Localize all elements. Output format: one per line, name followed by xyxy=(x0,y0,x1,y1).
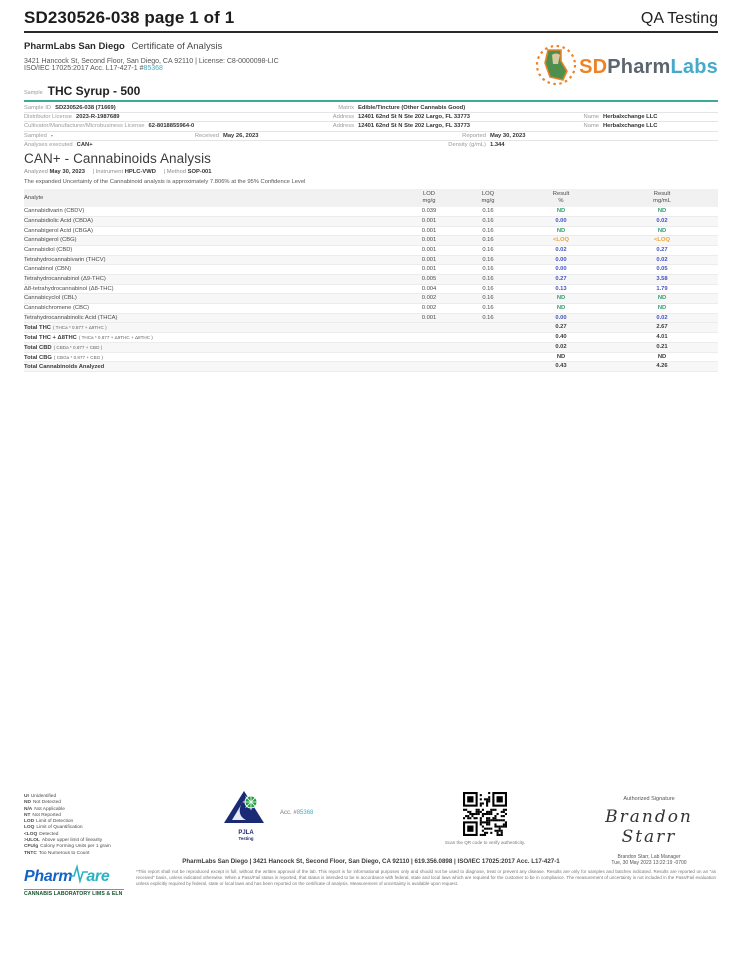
qa-testing-label: QA Testing xyxy=(640,10,718,27)
legend-abbr: LOQ xyxy=(24,825,35,831)
uncertainty-note: The expanded Uncertainty of the Cannabinoid analysis is approximately 7.806% at the 95% Confidence Level xyxy=(24,179,306,185)
total-mgml-value: 4.26 xyxy=(656,363,668,370)
legend-desc: Not Applicable xyxy=(34,806,65,812)
address2-label: Address xyxy=(332,123,354,130)
lod-empty-cell xyxy=(398,362,460,373)
result-pct-value: 0.00 xyxy=(555,217,567,224)
lab-name: PharmLabs San Diego xyxy=(24,41,125,52)
legend-desc: Detected xyxy=(39,831,59,837)
loq-value: 0.16 xyxy=(482,217,494,224)
legend-abbr: CFU/g xyxy=(24,844,39,850)
analyte-row xyxy=(24,285,718,295)
result-pct-value: ND xyxy=(556,227,566,234)
loq-value: 0.16 xyxy=(482,305,494,312)
total-name: Total CBD ( CBDa * 0.877 + CBD ) xyxy=(24,344,103,351)
method-label: | Method xyxy=(163,169,187,175)
total-formula: ( THCa * 0.877 + Δ9THC ) xyxy=(52,325,107,331)
cannabinoids-table xyxy=(24,189,718,372)
total-mgml-value: 0.21 xyxy=(656,343,668,350)
lab-address: 3421 Hancock St, Second Floor, San Diego, CA 92110 | License: C8-0000098-LIC xyxy=(24,58,279,65)
info-row-sample-id xyxy=(24,104,718,113)
loq-value: 0.16 xyxy=(482,276,494,282)
legend-desc: Colony Forming Units per 1 gram xyxy=(40,844,111,850)
analyte-name: Tetrahydrocannabivarin (THCV) xyxy=(24,256,106,263)
section-title: CAN+ - Cannabinoids Analysis xyxy=(24,151,212,166)
result-mgml-value: 0.02 xyxy=(656,314,668,321)
col-header-lod: LOD mg/g xyxy=(422,191,436,204)
address2-pair xyxy=(264,122,470,131)
result-pct-value: 0.00 xyxy=(555,314,567,321)
result-pct-value: ND xyxy=(556,295,566,302)
signer-name: Brandon Starr, Lab Manager xyxy=(617,854,681,860)
disclaimer-text: *This report shall not be reproduced except in full, without the written approval of the lab. This report is for informational purposes only and should not be used to diagnose, treat or prevent any disease. Results are only for samples and batches indicated. Results are reported on an "as received" basis, unless indicated otherwise. When a Pass/Fail status is reported, that status is intended to be in accordance with federal, state and local laws which are required for the customer to be in compliance. The measurement of uncertainty is not included in the Pass/Fail evaluation unless explicitly required by federal, state or local laws and has been reported on the certificate of analysis. Measurement of uncertainty is available upon request. xyxy=(136,869,716,886)
analyte-row xyxy=(24,207,718,217)
col-header-analyte: Analyte xyxy=(24,194,44,201)
address2-value: 12401 62nd St N Ste 202 Largo, FL 33773 xyxy=(358,123,471,130)
analyte-row xyxy=(24,227,718,237)
document-header xyxy=(24,8,718,28)
received-label: Received xyxy=(194,132,219,139)
accreditation-number-link[interactable]: 85368 xyxy=(143,65,163,72)
analyte-name: Cannabigerol Acid (CBGA) xyxy=(24,227,93,234)
legend-desc: Limit of Quantification xyxy=(36,825,83,831)
loq-empty-cell xyxy=(460,362,516,373)
info-row-cultivator xyxy=(24,122,718,131)
result-mgml-value: 3.58 xyxy=(656,276,668,282)
loq-value: 0.16 xyxy=(482,314,494,321)
loq-value: 0.16 xyxy=(482,208,494,215)
lod-value: 0.001 xyxy=(421,217,437,224)
signature-script: Brandon Starr xyxy=(605,807,693,847)
legend-abbr: <LOQ xyxy=(24,831,38,837)
table-body xyxy=(24,207,718,372)
name2-label: Name xyxy=(583,123,599,130)
analyses-pair xyxy=(24,141,93,150)
result-mgml-value: ND xyxy=(657,208,667,215)
total-name: Total THC + Δ8THC ( THCa * 0.877 + Δ9THC + Δ8THC ) xyxy=(24,335,153,342)
name2-pair xyxy=(554,122,657,131)
total-row xyxy=(24,353,718,363)
received-value: May 26, 2023 xyxy=(223,132,259,139)
analyte-row xyxy=(24,265,718,275)
total-formula: ( CBDa * 0.877 + CBD ) xyxy=(53,344,103,350)
lod-value: 0.002 xyxy=(421,295,437,302)
analyte-row xyxy=(24,217,718,227)
lod-value: 0.039 xyxy=(421,208,437,215)
analyte-name: Cannabinol (CBN) xyxy=(24,266,72,273)
legend-abbr: ND xyxy=(24,800,31,806)
result-pct-value: ND xyxy=(556,208,566,215)
pjla-logo xyxy=(216,790,276,841)
density-pair xyxy=(419,141,505,150)
analyzed-label: Analyzed xyxy=(24,169,48,175)
analyte-name: Cannabigerol (CBG) xyxy=(24,237,77,244)
loq-value: 0.16 xyxy=(482,256,494,263)
total-pct-value: 0.43 xyxy=(555,363,567,370)
total-formula: ( CBGa * 0.877 + CBG ) xyxy=(53,354,104,360)
lod-value: 0.001 xyxy=(421,266,437,273)
analyte-name: Cannabidivarin (CBDV) xyxy=(24,208,85,215)
table-header-row xyxy=(24,189,718,207)
lod-value: 0.002 xyxy=(421,305,437,312)
pjla-accreditation xyxy=(280,810,313,816)
instrument-value: HPLC-VWD xyxy=(124,169,156,175)
distributor-label: Distributor License xyxy=(24,114,73,121)
analyte-name: Cannabichromene (CBC) xyxy=(24,305,90,312)
analyte-row xyxy=(24,294,718,304)
doc-type-label: Certificate of Analysis xyxy=(131,41,223,52)
info-row-distributor xyxy=(24,113,718,122)
result-mgml-value: 0.27 xyxy=(656,246,668,253)
density-label: Density (g/mL) xyxy=(448,141,486,148)
reported-pair xyxy=(419,132,525,141)
qr-code xyxy=(463,792,507,836)
reported-label: Reported xyxy=(462,132,486,139)
analyses-label: Analyses executed xyxy=(24,141,73,148)
loq-value: 0.16 xyxy=(482,227,494,234)
cultivator-label: Cultivator/Manufacturer/Microbusiness License xyxy=(24,123,145,130)
lod-value: 0.001 xyxy=(421,227,437,234)
total-name: Total CBG ( CBGa * 0.877 + CBG ) xyxy=(24,354,104,361)
col-header-result-mgml: Result mg/mL xyxy=(653,191,671,204)
pjla-name: PJLA xyxy=(238,830,254,836)
cultivator-value: 62-8018855964-0 xyxy=(148,123,195,130)
legend-desc: Above upper limit of linearity xyxy=(41,838,103,844)
result-mgml-value: 0.05 xyxy=(656,266,668,273)
legend-desc: Not Reported xyxy=(32,812,61,818)
analyte-row xyxy=(24,314,718,324)
lod-value: 0.001 xyxy=(421,246,437,253)
analyte-row xyxy=(24,275,718,285)
iso-text: ISO/IEC 17025:2017 Acc. L17-427-1 # xyxy=(24,65,144,72)
address1-label: Address xyxy=(332,114,354,121)
address1-value: 12401 62nd St N Ste 202 Largo, FL 33773 xyxy=(358,114,471,121)
sample-title-row xyxy=(24,84,718,102)
brand-sd: SD xyxy=(579,56,608,78)
matrix-label: Matrix xyxy=(338,105,354,111)
result-mgml-value: <LOQ xyxy=(654,237,670,244)
legend-item xyxy=(24,851,111,857)
total-pct-value: ND xyxy=(556,353,566,360)
sampled-value: - xyxy=(50,132,53,139)
result-mgml-value: 0.02 xyxy=(656,217,668,224)
sampled-pair xyxy=(24,132,53,141)
legend-abbr: LOD xyxy=(24,819,35,825)
name1-value: Herbalxchange LLC xyxy=(603,114,658,121)
total-row xyxy=(24,333,718,343)
analyte-row xyxy=(24,304,718,314)
legend-desc: Limit of Detection xyxy=(36,819,74,825)
legend-desc: Too Numerous to Count xyxy=(38,850,90,856)
qr-caption: Scan the QR code to verify authenticity. xyxy=(444,840,526,845)
legend-abbr: >ULOL xyxy=(24,838,40,844)
loq-value: 0.16 xyxy=(482,266,494,273)
total-row xyxy=(24,343,718,353)
legend-abbr: N/A xyxy=(24,806,33,812)
total-pct-value: 0.02 xyxy=(555,343,567,350)
sample-info-grid xyxy=(24,104,718,150)
result-mgml-value: 1.79 xyxy=(656,285,668,292)
analyte-name: Cannabidiolic Acid (CBDA) xyxy=(24,217,93,224)
pharmware-pharm: Pharm xyxy=(24,867,73,885)
total-name: Total Cannabinoids Analyzed xyxy=(24,364,105,371)
signature-date: Tue, 30 May 2023 13:22:19 -0700 xyxy=(611,860,687,866)
sample-id-pair xyxy=(24,104,116,113)
address1-pair xyxy=(264,113,470,122)
legend-abbr: NT xyxy=(24,812,31,818)
brand-text xyxy=(579,56,718,79)
result-pct-value: 0.02 xyxy=(555,246,567,253)
result-pct-value: <LOQ xyxy=(553,237,569,244)
result-pct-value: 0.13 xyxy=(555,285,567,292)
method-value: SOP-001 xyxy=(187,169,212,175)
legend-abbr: TNTC xyxy=(24,850,37,856)
pharmware-logo xyxy=(24,864,144,897)
legend-abbr: UI xyxy=(24,794,29,799)
lod-value: 0.001 xyxy=(421,256,437,263)
col-header-result-pct: Result % xyxy=(552,191,570,204)
analyte-row xyxy=(24,246,718,256)
total-formula: ( THCa * 0.877 + Δ9THC + Δ8THC ) xyxy=(78,335,153,341)
analyte-name: Tetrahydrocannabinol (Δ9-THC) xyxy=(24,276,106,282)
result-mgml-value: ND xyxy=(657,227,667,234)
total-row xyxy=(24,323,718,333)
reported-value: May 30, 2023 xyxy=(490,132,526,139)
result-mgml-value: ND xyxy=(657,295,667,302)
analyte-name: Cannabicyclol (CBL) xyxy=(24,295,77,302)
result-mgml-value: 0.02 xyxy=(656,256,668,263)
pjla-acc-number-link[interactable]: 85368 xyxy=(296,810,314,816)
name1-pair xyxy=(554,113,657,122)
instrument-label: | Instrument xyxy=(92,169,124,175)
analyzed-value: May 30, 2023 xyxy=(49,169,85,175)
analyte-name: Cannabidiol (CBD) xyxy=(24,246,73,253)
loq-value: 0.16 xyxy=(482,295,494,302)
pjla-acc-label: Acc. # xyxy=(280,810,297,816)
sample-name: THC Syrup - 500 xyxy=(47,84,141,98)
pjla-triangle-icon xyxy=(224,811,268,828)
total-mgml-value: 2.67 xyxy=(656,324,668,331)
result-pct-value: 0.00 xyxy=(555,256,567,263)
section-meta xyxy=(24,169,718,175)
sample-id-label: Sample ID xyxy=(24,105,52,111)
result-pct-value: 0.00 xyxy=(555,266,567,273)
name1-label: Name xyxy=(583,114,599,121)
brand-pharm: Pharm xyxy=(607,56,671,78)
loq-value: 0.16 xyxy=(482,246,494,253)
density-value: 1.344 xyxy=(490,141,505,148)
result-pct-value: 0.27 xyxy=(555,276,567,282)
cultivator-pair xyxy=(24,122,194,131)
result-mgml-value: ND xyxy=(657,305,667,312)
signature-label: Authorized Signature xyxy=(623,796,675,802)
matrix-pair xyxy=(264,104,465,113)
document-footer xyxy=(24,790,718,940)
signature-block xyxy=(580,796,718,866)
footer-address-line: PharmLabs San Diego | 3421 Hancock St, Second Floor, San Diego, CA 92110 | 619.356.0898 | ISO/IEC 17025:2017 Acc. L17-427-1 xyxy=(182,858,560,865)
total-name: Total THC ( THCa * 0.877 + Δ9THC ) xyxy=(24,325,107,332)
header-divider xyxy=(24,31,718,33)
total-mgml-value: 4.01 xyxy=(656,334,668,341)
info-row-dates xyxy=(24,132,718,141)
abbreviation-legend xyxy=(24,794,111,857)
result-pct-value: ND xyxy=(556,305,566,312)
received-pair xyxy=(154,132,258,141)
sampled-label: Sampled xyxy=(24,132,47,139)
pjla-sub: Testing xyxy=(238,836,254,841)
sample-id-value: SD230526-038 (71669) xyxy=(55,105,116,111)
total-mgml-value: ND xyxy=(657,353,667,360)
cannabinoids-analysis-section xyxy=(24,151,718,372)
matrix-value: Edible/Tincture (Other Cannabis Good) xyxy=(358,105,466,111)
col-header-loq: LOQ mg/g xyxy=(481,191,495,204)
distributor-value: 2023-R-1987689 xyxy=(76,114,120,121)
analyte-row xyxy=(24,236,718,246)
total-pct-value: 0.27 xyxy=(555,324,567,331)
page-title: SD230526-038 page 1 of 1 xyxy=(24,8,235,27)
lod-value: 0.001 xyxy=(421,237,437,244)
legend-desc: Not Detected xyxy=(32,800,61,806)
pharmware-ware: are xyxy=(86,867,110,885)
distributor-pair xyxy=(24,113,120,122)
analyte-name: Tetrahydrocannabinolic Acid (THCA) xyxy=(24,314,118,321)
sample-label: Sample xyxy=(24,90,43,96)
pharmware-tagline: CANNABIS LABORATORY LIMS & ELN xyxy=(24,891,123,897)
lod-value: 0.005 xyxy=(421,276,437,282)
brand-labs: Labs xyxy=(670,56,718,78)
loq-value: 0.16 xyxy=(482,285,494,292)
loq-value: 0.16 xyxy=(482,237,494,244)
total-pct-value: 0.40 xyxy=(555,334,567,341)
analyte-row xyxy=(24,256,718,266)
lod-value: 0.004 xyxy=(421,285,437,292)
name2-value: Herbalxchange LLC xyxy=(603,123,658,130)
analyte-name: Δ8-tetrahydrocannabinol (Δ8-THC) xyxy=(24,285,114,292)
analyses-value: CAN+ xyxy=(76,141,93,148)
legend-desc: Unidentified xyxy=(30,794,57,799)
info-row-analyses xyxy=(24,141,718,150)
lod-value: 0.001 xyxy=(421,314,437,321)
total-row xyxy=(24,362,718,372)
